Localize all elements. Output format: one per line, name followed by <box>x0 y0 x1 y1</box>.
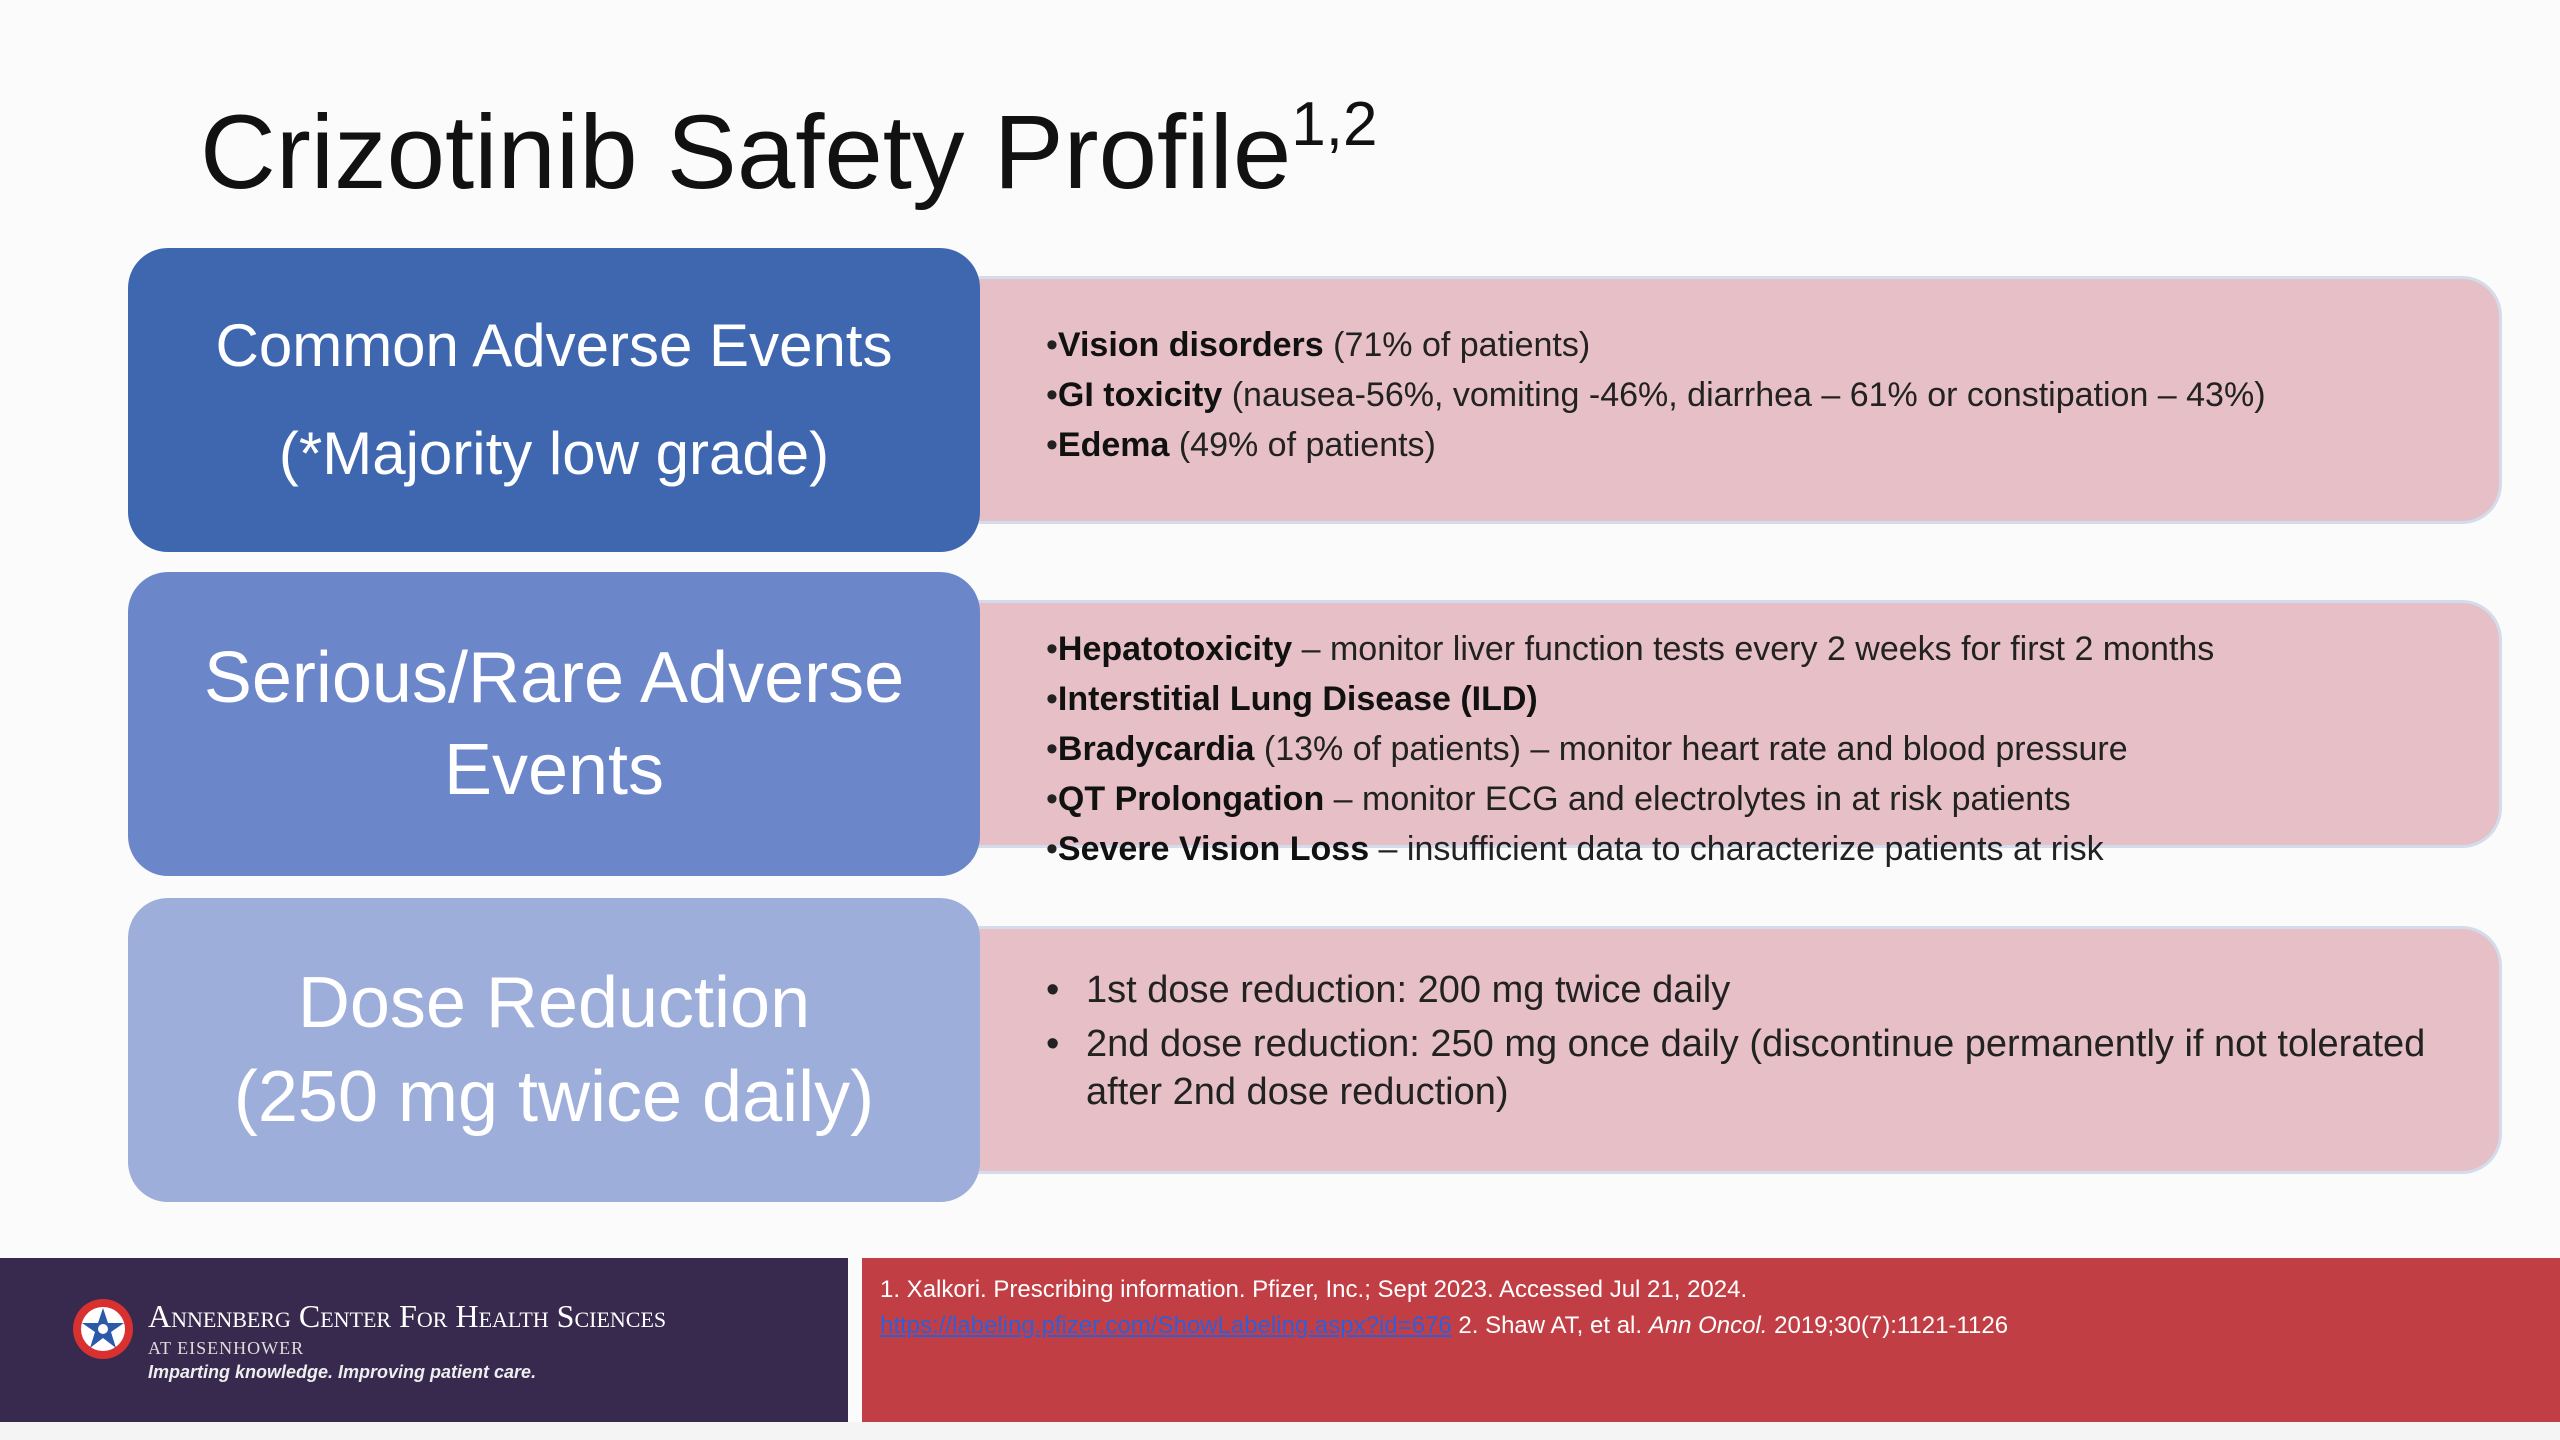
bullet-bold: Interstitial Lung Disease (ILD) <box>1057 680 1538 718</box>
bullet-text: – monitor liver function tests every 2 weeks for first 2 months <box>1292 630 2215 668</box>
label-line: Dose Reduction <box>297 963 811 1043</box>
logo-name: Annenberg Center For Health Sciences <box>148 1298 667 1334</box>
bullet-item <box>1046 824 2462 874</box>
bullet-marker: • <box>1046 830 1058 868</box>
bullet-item <box>1046 624 2462 674</box>
footer-base-strip <box>0 1422 2560 1440</box>
bullet-item <box>1046 320 2462 370</box>
references <box>880 1272 2008 1344</box>
logo-subtitle: AT EISENHOWER <box>148 1338 305 1358</box>
slide-title-text: Crizotinib Safety Profile <box>200 94 1292 211</box>
row-dose-reduction <box>128 898 2502 1202</box>
footer-logo-panel <box>0 1258 848 1422</box>
bullet-item <box>1046 370 2462 420</box>
label-line: Serious/Rare Adverse <box>203 638 905 718</box>
label-line: Events <box>443 730 665 810</box>
bullet-item <box>1046 774 2462 824</box>
row-common-adverse-events <box>128 248 2502 552</box>
bullet-item: • 1st dose reduction: 200 mg twice daily <box>1046 966 2462 1014</box>
label-serious-adverse-events <box>128 572 980 876</box>
bullet-marker: • <box>1046 376 1058 414</box>
bullet-marker: • <box>1046 780 1058 818</box>
reference-link[interactable]: https://labeling.pfizer.com/ShowLabeling.aspx?id=676 <box>880 1312 1452 1339</box>
bullet-list-dose <box>1046 966 2462 1122</box>
bullet-bold: QT Prolongation <box>1057 780 1325 818</box>
bullet-text: (49% of patients) <box>1169 426 1436 464</box>
slide-title-superscript: 1,2 <box>1291 90 1378 159</box>
label-line: Common Adverse Events <box>215 312 893 379</box>
bullet-bold: Edema <box>1057 426 1170 464</box>
reference-1: 1. Xalkori. Prescribing information. Pfizer, Inc.; Sept 2023. Accessed Jul 21, 2024. <box>880 1276 1748 1303</box>
logo-tagline: Imparting knowledge. Improving patient care. <box>148 1362 537 1382</box>
bullet-text: – monitor ECG and electrolytes in at risk patients <box>1324 780 2071 818</box>
bullet-marker: • <box>1046 326 1058 364</box>
bullet-list-common <box>1046 320 2462 470</box>
reference-line-2 <box>880 1308 2008 1344</box>
bullet-marker: • <box>1046 680 1058 718</box>
label-line: (250 mg twice daily) <box>233 1057 875 1137</box>
star-emblem-icon <box>72 1298 134 1360</box>
bullet-marker: • <box>1046 630 1058 668</box>
reference-2-prefix: 2. Shaw AT, et al. <box>1451 1312 1649 1339</box>
bullet-marker: • <box>1046 730 1058 768</box>
slide-title <box>200 90 1378 211</box>
bullet-list-serious <box>1046 624 2462 874</box>
bullet-text: (nausea-56%, vomiting -46%, diarrhea – 61% or constipation – 43%) <box>1222 376 2266 414</box>
label-dose-reduction <box>128 898 980 1202</box>
footer-divider <box>848 1258 862 1422</box>
bullet-text: (71% of patients) <box>1323 326 1591 364</box>
bullet-bold: Vision disorders <box>1057 326 1324 364</box>
bullet-bold: Bradycardia <box>1057 730 1255 768</box>
bullet-item: • 2nd dose reduction: 250 mg once daily (discontinue permanently if not tolerated after 2nd dose reduction) <box>1046 1020 2462 1116</box>
bullet-bold: GI toxicity <box>1057 376 1223 414</box>
reference-2-journal: Ann Oncol. <box>1648 1312 1768 1339</box>
bullet-bold: Severe Vision Loss <box>1057 830 1370 868</box>
bullet-item <box>1046 724 2462 774</box>
label-line: (*Majority low grade) <box>278 420 830 487</box>
bullet-item <box>1046 420 2462 470</box>
reference-2-suffix: 2019;30(7):1121-1126 <box>1767 1312 2009 1339</box>
bullet-text: (13% of patients) – monitor heart rate and blood pressure <box>1254 730 2128 768</box>
row-serious-adverse-events <box>128 572 2502 876</box>
bullet-marker: • <box>1046 426 1058 464</box>
bullet-text: – insufficient data to characterize patients at risk <box>1369 830 2104 868</box>
bullet-bold: Hepatotoxicity <box>1057 630 1293 668</box>
bullet-item <box>1046 674 2462 724</box>
label-common-adverse-events <box>128 248 980 552</box>
